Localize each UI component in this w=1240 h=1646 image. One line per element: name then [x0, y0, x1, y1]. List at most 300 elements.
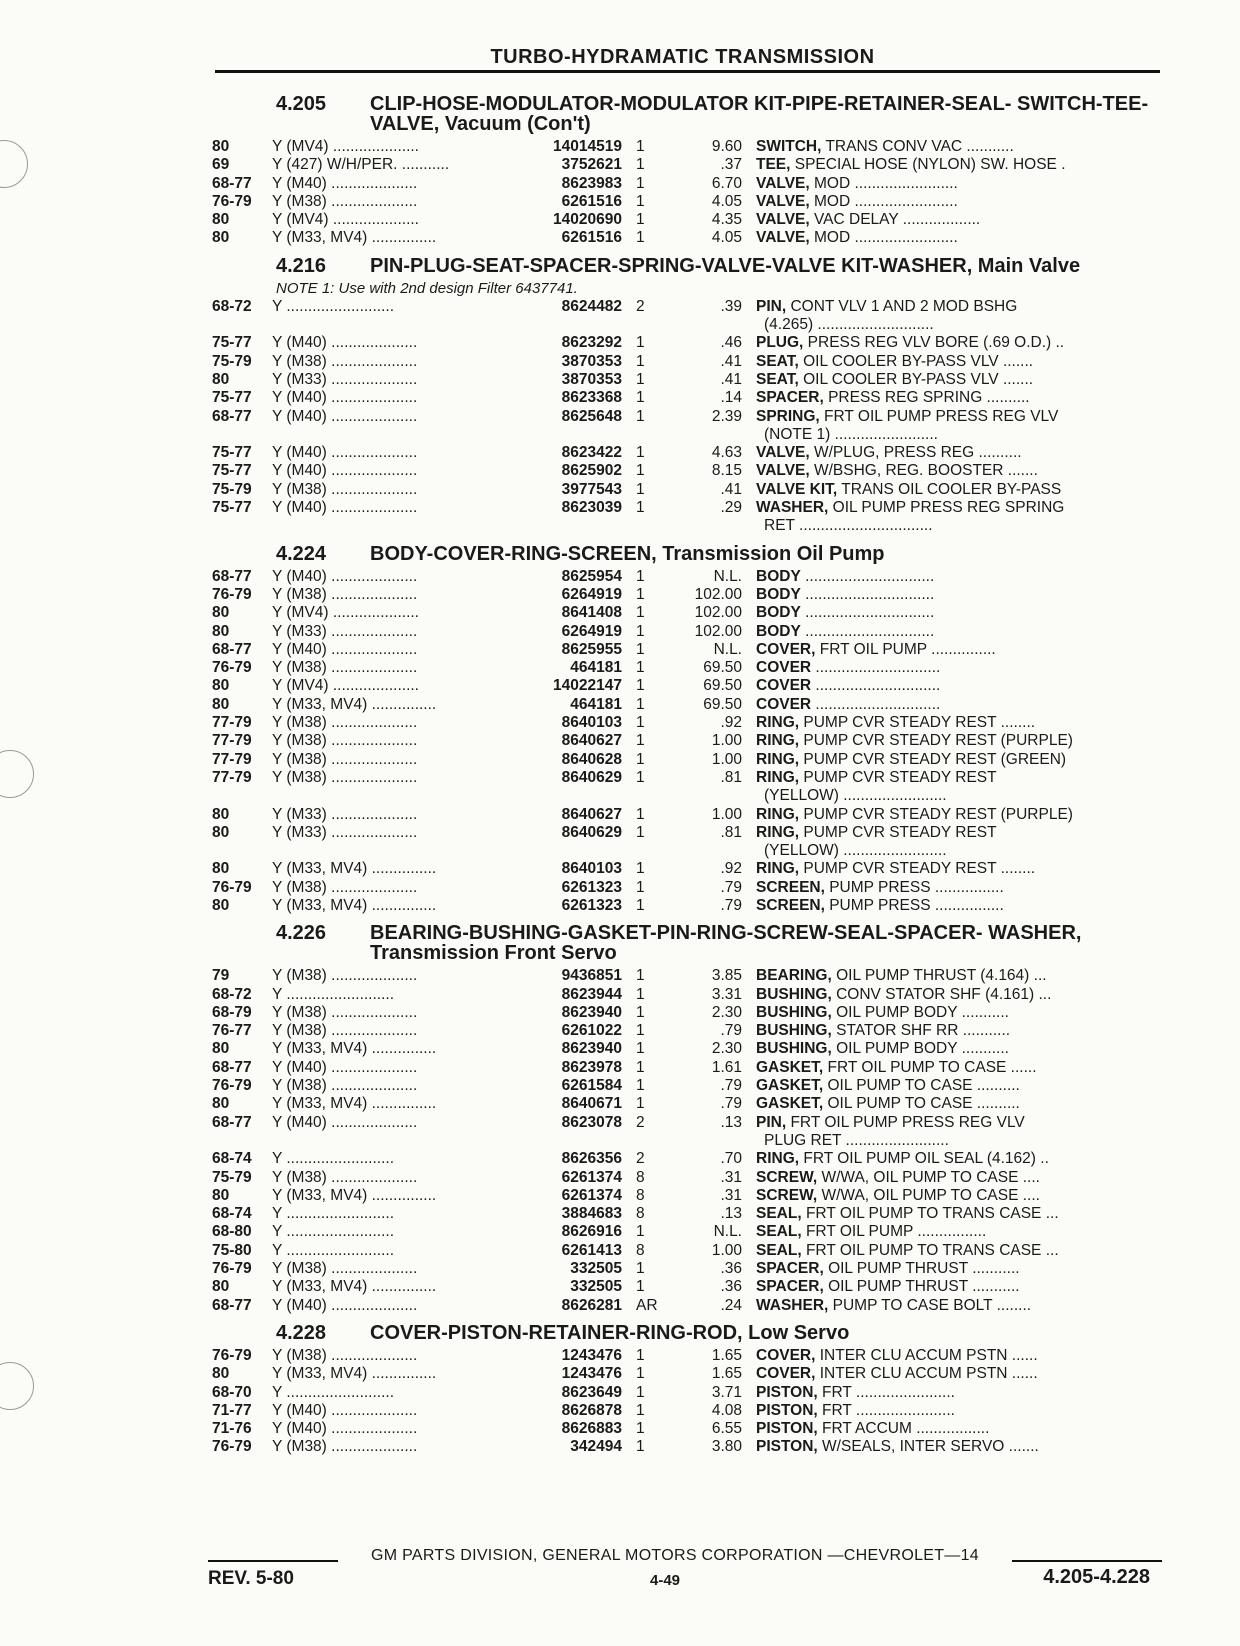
description-rest: W/WA, OIL PUMP TO CASE .... — [817, 1168, 1040, 1186]
model-years: 68-80 — [212, 1223, 252, 1241]
section-title: COVER-PISTON-RETAINER-RING-ROD, Low Servo — [370, 1321, 850, 1344]
application: Y ......................... — [272, 1150, 395, 1168]
description-rest: .............................. — [800, 567, 935, 585]
description-term: SEAT, — [756, 370, 799, 388]
model-years: 75-79 — [212, 352, 252, 370]
part-number: 6261374 — [561, 1168, 622, 1186]
punch-hole — [0, 140, 28, 188]
description-term: RING, — [756, 768, 800, 786]
part-row — [212, 677, 1162, 695]
section-heading — [212, 544, 1162, 564]
quantity: 1 — [636, 823, 645, 841]
application: Y (M33, MV4) ............... — [272, 695, 437, 713]
application: Y (M38) .................... — [272, 1260, 418, 1278]
description-rest: PRESS REG SPRING .......... — [823, 389, 1030, 407]
punch-hole — [0, 750, 34, 798]
model-years: 77-79 — [212, 750, 252, 768]
description-term: BODY — [756, 604, 801, 622]
description — [742, 462, 1162, 480]
part-row — [212, 1384, 1162, 1402]
model-years: 76-79 — [212, 1260, 252, 1278]
description-rest: FRT OIL PUMP PRESS REG VLV — [786, 1113, 1025, 1131]
part-number: 8625954 — [561, 567, 622, 585]
description-rest: PUMP CVR STEADY REST (PURPLE) — [799, 732, 1073, 750]
model-years: 80 — [212, 1278, 230, 1296]
description — [742, 696, 1162, 714]
part-number: 8623422 — [561, 444, 622, 462]
part-row-continuation — [212, 426, 1162, 444]
section-number: 4.205 — [276, 93, 327, 115]
description-rest: .............................. — [800, 585, 935, 603]
description — [742, 714, 1162, 732]
part-number: 8623944 — [561, 985, 622, 1003]
description-rest: INTER CLU ACCUM PSTN ...... — [815, 1346, 1038, 1364]
description — [742, 298, 1162, 316]
part-number: 6261516 — [561, 229, 622, 247]
description-term: RING, — [756, 860, 800, 878]
description — [742, 586, 1162, 604]
quantity: 1 — [636, 1260, 645, 1278]
description-term: WASHER, — [756, 499, 829, 517]
description-term: RING, — [756, 823, 800, 841]
quantity: 1 — [636, 567, 645, 585]
description — [742, 568, 1162, 586]
section-note: NOTE 1: Use with 2nd design Filter 6437741. — [276, 279, 578, 297]
section-title: BODY-COVER-RING-SCREEN, Transmission Oil Pump — [370, 542, 885, 565]
quantity: 1 — [636, 1365, 645, 1383]
description-term: SCREW, — [756, 1186, 818, 1204]
quantity: 1 — [636, 352, 645, 370]
description-term: RING, — [756, 805, 800, 823]
part-number: 8640627 — [561, 805, 622, 823]
part-row — [212, 732, 1162, 750]
section-number: 4.216 — [276, 254, 327, 277]
quantity: 1 — [636, 334, 645, 352]
quantity: 1 — [636, 896, 645, 914]
description-continuation: (YELLOW) ........................ — [764, 787, 947, 805]
description-term: PISTON, — [756, 1383, 818, 1401]
model-years: 80 — [212, 823, 230, 841]
application: Y (M40) .................... — [272, 407, 418, 425]
price: 2.30 — [711, 1040, 742, 1058]
price: 1.65 — [711, 1365, 742, 1383]
application: Y (M40) .................... — [272, 334, 418, 352]
price: 2.39 — [711, 407, 742, 425]
price: 69.50 — [703, 659, 742, 677]
description — [742, 334, 1162, 352]
part-row — [212, 1223, 1162, 1241]
description — [742, 1077, 1162, 1095]
description — [742, 389, 1162, 407]
part-row — [212, 1095, 1162, 1113]
model-years: 77-79 — [212, 732, 252, 750]
price: .81 — [720, 768, 742, 786]
model-years: 69 — [212, 156, 230, 174]
description-rest: FRT OIL PUMP TO TRANS CASE ... — [801, 1241, 1059, 1259]
description-term: BUSHING, — [756, 1022, 832, 1040]
footer-divider-right — [1012, 1560, 1162, 1562]
price: .39 — [720, 297, 742, 315]
application: Y (M38) .................... — [272, 1077, 418, 1095]
quantity: 1 — [636, 444, 645, 462]
application: Y (427) W/H/PER. ........... — [272, 156, 450, 174]
description-term: RING, — [756, 732, 800, 750]
part-number: 8623940 — [561, 1040, 622, 1058]
section-4-228 — [212, 1323, 1162, 1457]
application: Y ......................... — [272, 1383, 395, 1401]
part-number: 8640629 — [561, 768, 622, 786]
application: Y (M40) .................... — [272, 1401, 418, 1419]
price: 4.63 — [711, 444, 742, 462]
description-rest: CONT VLV 1 AND 2 MOD BSHG — [786, 297, 1018, 315]
description — [742, 156, 1162, 174]
model-years: 80 — [212, 1095, 230, 1113]
footer-divider-left — [208, 1560, 338, 1562]
price: 4.08 — [711, 1401, 742, 1419]
price: 3.80 — [711, 1438, 742, 1456]
part-row — [212, 1402, 1162, 1420]
part-row — [212, 967, 1162, 985]
model-years: 76-79 — [212, 878, 252, 896]
description — [742, 1004, 1162, 1022]
application: Y (M38) .................... — [272, 1168, 418, 1186]
description-rest: ............................. — [811, 677, 941, 695]
part-number: 6264919 — [561, 585, 622, 603]
page-number: 4-49 — [649, 1572, 681, 1589]
description-rest: MOD ........................ — [809, 174, 958, 192]
description-rest: OIL PUMP PRESS REG SPRING — [828, 499, 1065, 517]
price: .13 — [720, 1205, 742, 1223]
description-rest: OIL COOLER BY-PASS VLV ....... — [798, 352, 1034, 370]
application: Y (M40) .................... — [272, 444, 418, 462]
quantity: 1 — [636, 192, 645, 210]
description — [742, 986, 1162, 1004]
part-number: 6264919 — [561, 622, 622, 640]
price: .41 — [720, 480, 742, 498]
part-number: 6261413 — [561, 1241, 622, 1259]
description-rest: OIL COOLER BY-PASS VLV ....... — [798, 370, 1034, 388]
part-number: 3752621 — [561, 156, 622, 174]
parts-listing — [212, 86, 1162, 1457]
section-heading — [212, 1323, 1162, 1343]
quantity: 8 — [636, 1241, 645, 1259]
description-term: PLUG, — [756, 334, 804, 352]
application: Y (M33, MV4) ............... — [272, 1186, 437, 1204]
application: Y (M38) .................... — [272, 967, 418, 985]
part-number: 8626878 — [561, 1401, 622, 1419]
model-years: 77-79 — [212, 714, 252, 732]
price: 3.85 — [711, 967, 742, 985]
model-years: 80 — [212, 211, 230, 229]
price: N.L. — [713, 1223, 742, 1241]
model-years: 75-80 — [212, 1241, 252, 1259]
part-number: 8640629 — [561, 823, 622, 841]
part-row — [212, 408, 1162, 426]
quantity: 1 — [636, 585, 645, 603]
part-row — [212, 586, 1162, 604]
description-term: SEAL, — [756, 1223, 802, 1241]
price: 1.00 — [711, 750, 742, 768]
application: Y (M33, MV4) ............... — [272, 1365, 437, 1383]
description-term: SEAL, — [756, 1205, 802, 1223]
description-rest: FRT ....................... — [817, 1401, 955, 1419]
quantity: 1 — [636, 732, 645, 750]
quantity: 1 — [636, 714, 645, 732]
part-number: 3870353 — [561, 370, 622, 388]
part-row — [212, 623, 1162, 641]
description — [742, 1022, 1162, 1040]
part-row — [212, 1114, 1162, 1132]
description — [742, 967, 1162, 985]
quantity: 1 — [636, 389, 645, 407]
price: 6.70 — [711, 174, 742, 192]
price: .79 — [720, 1022, 742, 1040]
model-years: 77-79 — [212, 768, 252, 786]
application: Y (M40) .................... — [272, 1420, 418, 1438]
part-number: 8625902 — [561, 462, 622, 480]
description-rest: PUMP CVR STEADY REST — [799, 823, 997, 841]
part-number: 6261374 — [561, 1186, 622, 1204]
description — [742, 353, 1162, 371]
description-term: BEARING, — [756, 967, 832, 985]
model-years: 68-77 — [212, 1058, 252, 1076]
punch-hole — [0, 1362, 34, 1410]
description-rest: W/WA, OIL PUMP TO CASE .... — [817, 1186, 1040, 1204]
description-rest: PUMP CVR STEADY REST — [799, 768, 997, 786]
description-term: PISTON, — [756, 1438, 818, 1456]
model-years: 75-77 — [212, 499, 252, 517]
part-number: 8623292 — [561, 334, 622, 352]
quantity: 1 — [636, 370, 645, 388]
price: 1.00 — [711, 1241, 742, 1259]
application: Y (M38) .................... — [272, 1438, 418, 1456]
description-continuation: (YELLOW) ........................ — [764, 842, 947, 860]
model-years: 80 — [212, 604, 230, 622]
model-years: 75-77 — [212, 444, 252, 462]
application: Y (M38) .................... — [272, 732, 418, 750]
description-rest: OIL PUMP BODY ........... — [831, 1003, 1009, 1021]
model-years: 76-79 — [212, 1077, 252, 1095]
part-number: 8626356 — [561, 1150, 622, 1168]
description — [742, 1438, 1162, 1456]
application: Y ......................... — [272, 1205, 395, 1223]
part-number: 6261022 — [561, 1022, 622, 1040]
application: Y (M38) .................... — [272, 1022, 418, 1040]
description-term: GASKET, — [756, 1058, 824, 1076]
part-number: 1243476 — [561, 1346, 622, 1364]
description-rest: W/SEALS, INTER SERVO ....... — [817, 1438, 1039, 1456]
part-row — [212, 714, 1162, 732]
description — [742, 1278, 1162, 1296]
part-row — [212, 1420, 1162, 1438]
part-number: 8623368 — [561, 389, 622, 407]
part-row-continuation — [212, 1132, 1162, 1150]
application: Y (M38) .................... — [272, 585, 418, 603]
application: Y (M38) .................... — [272, 714, 418, 732]
price: .79 — [720, 1095, 742, 1113]
quantity: 1 — [636, 211, 645, 229]
description — [742, 623, 1162, 641]
part-row — [212, 641, 1162, 659]
description-rest: FRT OIL PUMP OIL SEAL (4.162) .. — [799, 1150, 1049, 1168]
quantity: 2 — [636, 1150, 645, 1168]
description — [742, 641, 1162, 659]
description-continuation: (NOTE 1) ........................ — [764, 425, 938, 443]
description-rest: MOD ........................ — [809, 192, 958, 210]
quantity: 1 — [636, 174, 645, 192]
price: .81 — [720, 823, 742, 841]
part-row — [212, 1278, 1162, 1296]
description — [742, 604, 1162, 622]
price: 1.65 — [711, 1346, 742, 1364]
quantity: 1 — [636, 1420, 645, 1438]
description-term: BUSHING, — [756, 1040, 832, 1058]
price: .41 — [720, 352, 742, 370]
quantity: 1 — [636, 1401, 645, 1419]
part-row — [212, 1004, 1162, 1022]
application: Y (M33, MV4) ............... — [272, 1040, 437, 1058]
description-rest: FRT ....................... — [817, 1383, 955, 1401]
model-years: 80 — [212, 138, 230, 155]
description-term: SPACER, — [756, 389, 824, 407]
quantity: 1 — [636, 1346, 645, 1364]
part-row — [212, 462, 1162, 480]
description — [742, 211, 1162, 229]
revision-label: REV. 5-80 — [208, 1568, 294, 1589]
description-term: PIN, — [756, 1113, 787, 1131]
model-years: 75-77 — [212, 334, 252, 352]
description-term: BUSHING, — [756, 1003, 832, 1021]
model-years: 68-77 — [212, 407, 252, 425]
application: Y (M40) .................... — [272, 389, 418, 407]
part-row — [212, 1347, 1162, 1365]
description-rest: FRT OIL PUMP PRESS REG VLV — [819, 407, 1059, 425]
description — [742, 1114, 1162, 1132]
price: 4.05 — [711, 192, 742, 210]
price: .41 — [720, 370, 742, 388]
description — [742, 1169, 1162, 1187]
part-row — [212, 1040, 1162, 1058]
quantity: 1 — [636, 229, 645, 247]
application: Y (MV4) .................... — [272, 677, 419, 695]
part-number: 1243476 — [561, 1365, 622, 1383]
model-years: 76-79 — [212, 585, 252, 603]
model-years: 68-70 — [212, 1383, 252, 1401]
quantity: 1 — [636, 1383, 645, 1401]
description-rest: PUMP CVR STEADY REST ........ — [799, 860, 1036, 878]
application: Y (M33) .................... — [272, 823, 418, 841]
quantity: 1 — [636, 138, 645, 155]
part-number: 8623039 — [561, 499, 622, 517]
model-years: 68-77 — [212, 567, 252, 585]
part-number: 8623940 — [561, 1003, 622, 1021]
description-rest: FRT OIL PUMP ............... — [815, 640, 996, 658]
description-term: PIN, — [756, 297, 787, 315]
description — [742, 1187, 1162, 1205]
quantity: 8 — [636, 1205, 645, 1223]
part-row-continuation — [212, 842, 1162, 860]
model-years: 75-79 — [212, 480, 252, 498]
model-years: 80 — [212, 805, 230, 823]
description-term: SEAL, — [756, 1241, 802, 1259]
description-term: GASKET, — [756, 1095, 824, 1113]
description-term: RING, — [756, 1150, 800, 1168]
section-number: 4.224 — [276, 542, 327, 565]
description-rest: PRESS REG VLV BORE (.69 O.D.) .. — [803, 334, 1065, 352]
part-number: 14022147 — [553, 677, 622, 695]
part-number: 8626916 — [561, 1223, 622, 1241]
quantity: 1 — [636, 878, 645, 896]
description-continuation: PLUG RET ........................ — [764, 1131, 949, 1149]
part-number: 8641408 — [561, 604, 622, 622]
price: .29 — [720, 499, 742, 517]
part-number: 464181 — [570, 695, 622, 713]
part-row — [212, 389, 1162, 407]
application: Y (M33, MV4) ............... — [272, 896, 437, 914]
description — [742, 1297, 1162, 1315]
footer-publisher: GM PARTS DIVISION, GENERAL MOTORS CORPORATION —CHEVROLET—14 — [370, 1547, 980, 1564]
part-row — [212, 986, 1162, 1004]
description — [742, 1365, 1162, 1383]
part-row — [212, 353, 1162, 371]
quantity: 1 — [636, 1040, 645, 1058]
description — [742, 806, 1162, 824]
price: 3.31 — [711, 985, 742, 1003]
section-number: 4.226 — [276, 922, 327, 945]
part-row — [212, 568, 1162, 586]
description-term: VALVE, — [756, 192, 810, 210]
quantity: 1 — [636, 640, 645, 658]
quantity: 1 — [636, 1022, 645, 1040]
price: 4.05 — [711, 229, 742, 247]
description — [742, 175, 1162, 193]
application: Y (M38) .................... — [272, 878, 418, 896]
part-row — [212, 1297, 1162, 1315]
application: Y (M40) .................... — [272, 1113, 418, 1131]
part-number: 8623078 — [561, 1113, 622, 1131]
description-continuation: (4.265) ........................... — [764, 316, 934, 334]
application: Y (M33) .................... — [272, 805, 418, 823]
description-term: TEE, — [756, 156, 791, 174]
model-years: 68-79 — [212, 1003, 252, 1021]
part-number: 8625955 — [561, 640, 622, 658]
description-rest: SPECIAL HOSE (NYLON) SW. HOSE . — [790, 156, 1066, 174]
description-rest: OIL PUMP TO CASE .......... — [823, 1077, 1020, 1095]
price: 2.30 — [711, 1003, 742, 1021]
price: N.L. — [713, 567, 742, 585]
description — [742, 193, 1162, 211]
model-years: 75-77 — [212, 462, 252, 480]
application: Y (M38) .................... — [272, 659, 418, 677]
price: .14 — [720, 389, 742, 407]
part-number: 8623978 — [561, 1058, 622, 1076]
quantity: 1 — [636, 677, 645, 695]
model-years: 76-79 — [212, 192, 252, 210]
description — [742, 1205, 1162, 1223]
application: Y (MV4) .................... — [272, 604, 419, 622]
application: Y (M40) .................... — [272, 567, 418, 585]
description-rest: OIL PUMP BODY ........... — [831, 1040, 1009, 1058]
description-term: BODY — [756, 622, 801, 640]
model-years: 80 — [212, 1365, 230, 1383]
application: Y (M38) .................... — [272, 768, 418, 786]
description-term: SCREEN, — [756, 878, 825, 896]
application: Y ......................... — [272, 985, 395, 1003]
description-term: COVER — [756, 677, 812, 695]
model-years: 80 — [212, 695, 230, 713]
description — [742, 371, 1162, 389]
part-number: 8625648 — [561, 407, 622, 425]
